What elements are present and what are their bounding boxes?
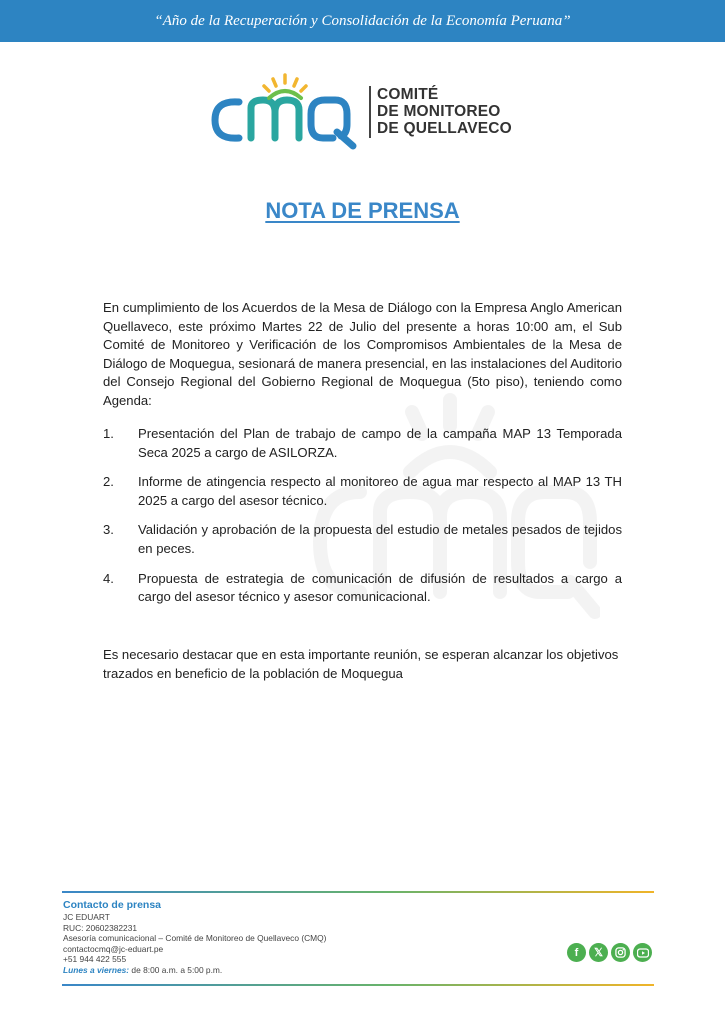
header-banner <box>0 0 725 42</box>
contact-phone[interactable]: +51 944 422 555 <box>63 954 127 965</box>
contact-name: JC EDUART <box>63 912 110 922</box>
agenda-item <box>103 570 622 607</box>
contact-role: Asesoría comunicacional – Comité de Monitoreo de Quellaveco (CMQ) <box>63 933 327 944</box>
contact-hours <box>63 965 483 976</box>
contact-heading: Contacto de prensa <box>63 899 162 911</box>
intro-paragraph: En cumplimiento de los Acuerdos de la Mesa de Diálogo con la Empresa Anglo American Quellaveco, este próximo Martes 22 de Julio del presente a horas 10:00 am, el Sub Comité de Monitoreo y Verificación de los Compromisos Ambientales de la Mesa de Diálogo de Moquegua, sesionará de manera presencial, en las instalaciones del Auditorio del Consejo Regional del Gobierno Regional de Moquegua (5to piso), teniendo como Agenda: <box>103 300 622 408</box>
footer-divider-top <box>62 891 654 893</box>
social-links <box>567 943 652 963</box>
agenda-item-number: 4. <box>103 570 114 586</box>
youtube-icon[interactable] <box>633 943 652 962</box>
youtube-glyph <box>637 948 649 958</box>
logo-divider <box>369 86 371 138</box>
hours-value: de 8:00 a.m. a 5:00 p.m. <box>129 964 223 975</box>
cmq-logo-mark <box>205 70 365 150</box>
agenda-item-text: Propuesta de estrategia de comunicación de difusión de resultados a cargo a cargo del asesor técnico y asesor comunicacional. <box>138 570 622 605</box>
logo-line-2: DE MONITOREO <box>377 103 501 120</box>
x-icon[interactable] <box>589 943 608 962</box>
facebook-icon[interactable] <box>567 943 586 962</box>
agenda-list <box>103 425 622 618</box>
contact-ruc: RUC: 20602382231 <box>63 922 138 933</box>
logo-line-1: COMITÉ <box>377 86 439 103</box>
hours-label: Lunes a viernes: <box>63 964 130 975</box>
press-contact <box>63 899 483 976</box>
banner-motto: “Año de la Recuperación y Consolidación de la Economía Peruana” <box>154 13 571 29</box>
instagram-icon[interactable] <box>611 943 630 962</box>
agenda-item-text: Informe de atingencia respecto al monitoreo de agua mar respecto al MAP 13 TH 2025 a cargo del asesor técnico. <box>138 474 622 508</box>
agenda-item-number: 2. <box>103 474 114 490</box>
agenda-item-number: 3. <box>103 522 114 538</box>
cmq-logo <box>205 70 525 150</box>
footer-divider-bottom <box>62 984 654 986</box>
agenda-item <box>103 425 622 462</box>
x-glyph: 𝕏 <box>594 947 603 959</box>
agenda-item-text: Validación y aprobación de la propuesta del estudio de metales pesados de tejidos en peces. <box>138 522 622 556</box>
document-title: NOTA DE PRENSA <box>265 198 460 223</box>
facebook-glyph: f <box>574 946 579 959</box>
agenda-item-number: 1. <box>103 426 114 441</box>
logo-wordmark <box>377 86 512 137</box>
agenda-item <box>103 521 622 558</box>
contact-email[interactable]: contactocmq@jc-eduart.pe <box>63 943 164 954</box>
closing-paragraph: Es necesario destacar que en esta importante reunión, se esperan alcanzar los objetivos trazados en beneficio de la población de Moquegua <box>103 647 619 681</box>
logo-line-3: DE QUELLAVECO <box>377 120 512 137</box>
agenda-item <box>103 473 622 510</box>
agenda-item-text: Presentación del Plan de trabajo de campo de la campaña MAP 13 Temporada Seca 2025 a cargo de ASILORZA. <box>138 426 622 460</box>
instagram-glyph <box>615 947 626 958</box>
